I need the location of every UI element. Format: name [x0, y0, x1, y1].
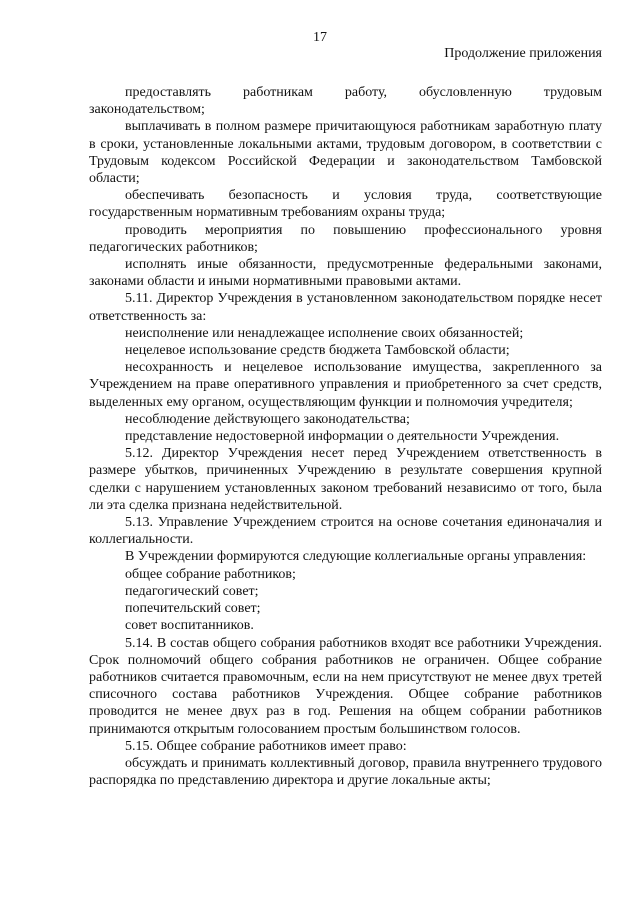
page-number: 17 [313, 30, 327, 45]
paragraph: несоблюдение действующего законодательства; [125, 411, 410, 427]
paragraph: нецелевое использование средств бюджета Тамбовской области; [125, 343, 510, 359]
paragraph: 5.11. Директор Учреждения в установленном законодательством порядке несет ответственность за: [89, 291, 602, 324]
paragraph: 5.13. Управление Учреждением строится на основе сочетания единоначалия и коллегиальности. [89, 515, 602, 548]
paragraph: общее собрание работников; [125, 566, 296, 582]
paragraph: проводить мероприятия по повышению профессионального уровня педагогических работников; [89, 222, 602, 255]
header-note: Продолжение приложения [444, 46, 602, 61]
paragraph: совет воспитанников. [125, 618, 254, 634]
paragraph: 5.14. В состав общего собрания работников входят все работники Учреждения. Срок полномочий общего собрания работников не ограничен. Общее собрание работников считается правомочным, если на нем присутствуют не менее двух третей списочного состава работников Учреждения. Общее собрание работников проводится не менее двух раз в год. Решения на общем собрании работников принимаются открытым голосованием простым большинством голосов. [89, 635, 602, 737]
paragraph: В Учреждении формируются следующие коллегиальные органы управления: [125, 549, 587, 565]
paragraph: представление недостоверной информации о деятельности Учреждения. [125, 429, 560, 445]
paragraph: предоставлять работникам работу, обусловленную трудовым законодательством; [89, 85, 602, 118]
paragraph: несохранность и нецелевое использование имущества, закрепленного за Учреждением на праве оперативного управления и приобретенного за счет средств, выделенных ему органом, осуществляющим функции и полномочия учредителя; [89, 360, 602, 410]
paragraph: 5.15. Общее собрание работников имеет право: [125, 738, 407, 754]
paragraph: педагогический совет; [125, 583, 259, 599]
paragraph: выплачивать в полном размере причитающуюся работникам заработную плату в сроки, установленные локальными актами, трудовым договором, в соответствии с Трудовым кодексом Российской Федерации и законодательством Тамбовской области; [89, 119, 602, 187]
document-body [89, 84, 602, 789]
paragraph: неисполнение или ненадлежащее исполнение своих обязанностей; [125, 325, 524, 341]
paragraph: обсуждать и принимать коллективный договор, правила внутреннего трудового распорядка по представлению директора и другие локальные акты; [89, 755, 602, 789]
paragraph: исполнять иные обязанности, предусмотренные федеральными законами, законами области и иными нормативными правовыми актами. [89, 257, 602, 290]
paragraph: попечительский совет; [125, 601, 261, 617]
paragraph: 5.12. Директор Учреждения несет перед Учреждением ответственность в размере убытков, причиненных Учреждению в результате совершения крупной сделки с нарушением установленных законом требований независимо от того, была ли эта сделка признана недействительной. [89, 446, 602, 513]
paragraph: обеспечивать безопасность и условия труда, соответствующие государственным нормативным требованиям охраны труда; [89, 188, 602, 221]
